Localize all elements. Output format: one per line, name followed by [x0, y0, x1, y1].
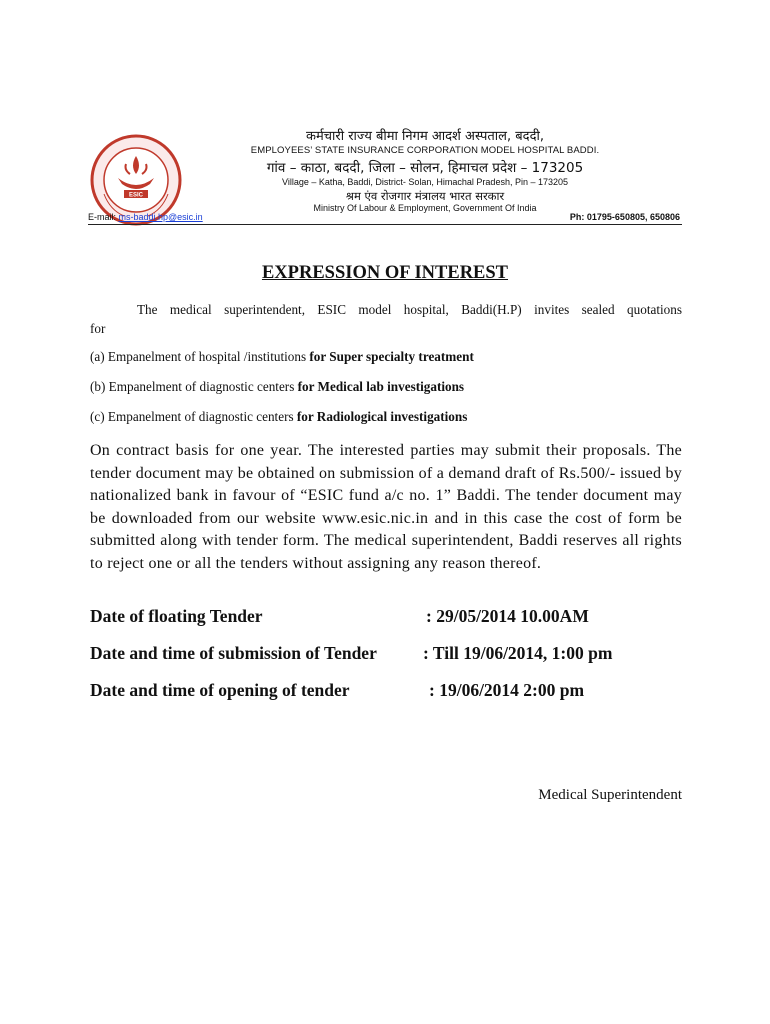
phone-number: Ph: 01795-650805, 650806	[569, 212, 680, 222]
date-label: Date and time of opening of tender	[90, 680, 350, 700]
intro-paragraph	[90, 300, 682, 338]
list-item-prefix: (a) Empanelment of hospital /institutions	[90, 349, 310, 364]
date-value: : 29/05/2014 10.00AM	[426, 606, 589, 626]
header-english-ministry: Ministry Of Labour & Employment, Government Of India	[313, 203, 537, 213]
date-value: : 19/06/2014 2:00 pm	[429, 680, 585, 700]
date-label: Date and time of submission of Tender	[90, 643, 377, 663]
terms-paragraph: On contract basis for one year. The interested parties may submit their proposals. The tender document may be obtained on submission of a demand draft of Rs.500/- issued by nationalized bank in favour of “ESIC fund a/c no. 1” Baddi. The tender document may be downloaded from our website www.esic.nic.in and in this case the cost of form be submitted along with tender form. The medical superintendent, Baddi reserves all rights to reject one or all the tenders without assigning any reason thereof.	[90, 442, 682, 572]
email-label: E-mail:	[88, 212, 119, 222]
intro-line-1: The medical superintendent, ESIC model hospital, Baddi(H.P) invites sealed quotations	[137, 302, 682, 317]
document-title: EXPRESSION OF INTEREST	[261, 263, 509, 283]
list-item-bold: for Radiological investigations	[296, 409, 468, 424]
date-value: : Till 19/06/2014, 1:00 pm	[423, 643, 613, 663]
list-item-bold: for Medical lab investigations	[297, 379, 465, 394]
header-english-name: EMPLOYEES’ STATE INSURANCE CORPORATION MODEL HOSPITAL BADDI.	[250, 145, 600, 156]
header-hindi-name: कर्मचारी राज्य बीमा निगम आदर्श अस्पताल, बददी,	[306, 129, 544, 144]
list-item	[90, 349, 474, 365]
list-item	[90, 379, 464, 395]
email-link[interactable]: ms-baddi.hp@esic.in	[118, 212, 203, 222]
list-item	[90, 409, 467, 425]
list-item-prefix: (c) Empanelment of diagnostic centers	[90, 409, 297, 424]
signature-designation: Medical Superintendent	[538, 787, 682, 803]
intro-line-2: for	[90, 321, 106, 336]
date-label: Date of floating Tender	[90, 606, 263, 626]
logo-text: ESIC	[128, 192, 144, 199]
list-item-bold: for Super specialty treatment	[309, 349, 474, 364]
email-block	[88, 212, 203, 222]
header-divider	[88, 224, 682, 225]
header-hindi-ministry: श्रम एंव रोजगार मंत्रालय भारत सरकार	[345, 189, 505, 203]
list-item-prefix: (b) Empanelment of diagnostic centers	[90, 379, 298, 394]
header-english-address: Village – Katha, Baddi, District- Solan, Himachal Pradesh, Pin – 173205	[282, 177, 568, 187]
header-hindi-address: गांव – काठा, बददी, जिला – सोलन, हिमाचल प्रदेश – 173205	[266, 160, 584, 176]
